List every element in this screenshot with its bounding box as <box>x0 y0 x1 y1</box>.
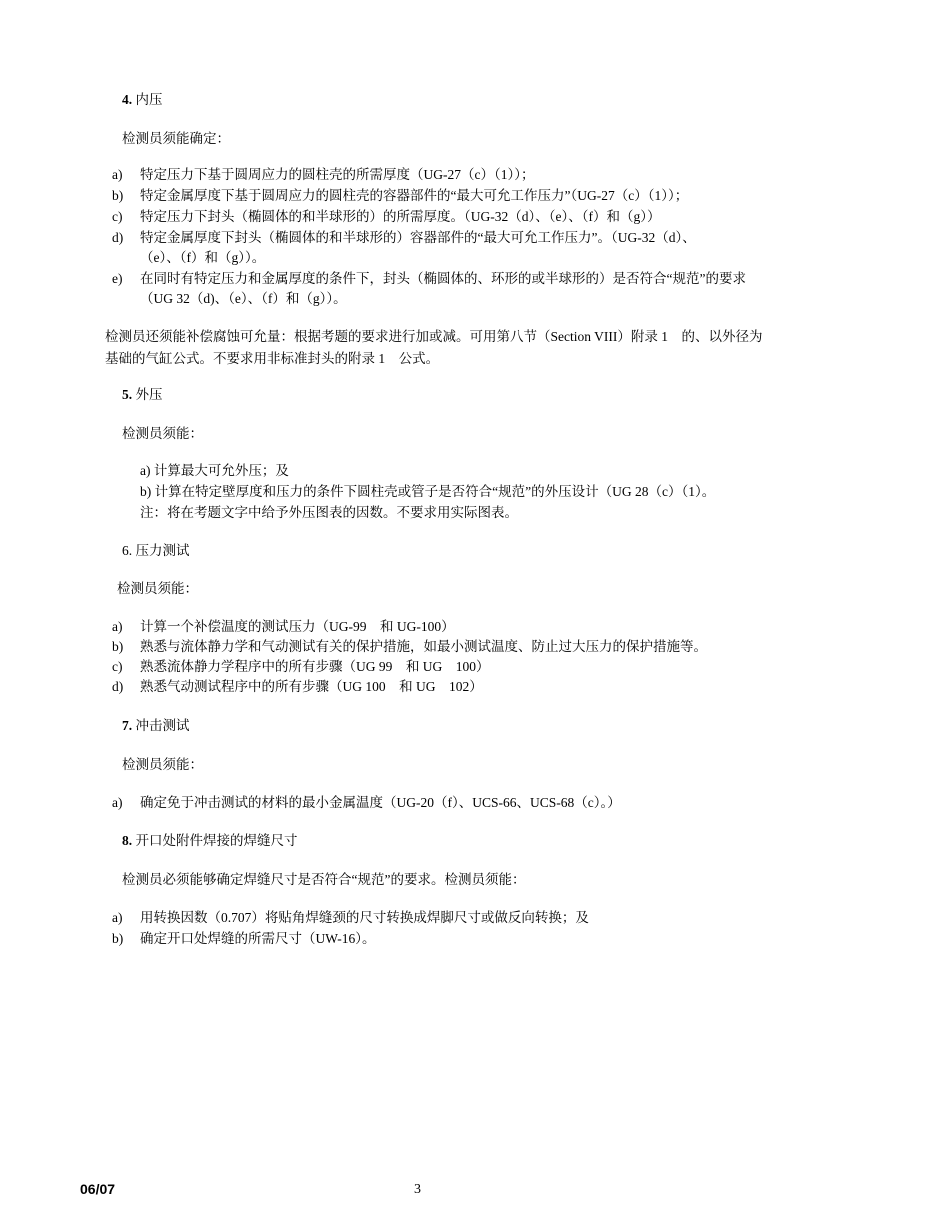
section-7-intro: 检测员须能： <box>122 757 203 772</box>
list-item-label: a) <box>112 795 123 810</box>
list-item-label: c) <box>112 659 123 674</box>
section-title: 内压 <box>135 92 163 107</box>
list-item <box>112 638 707 656</box>
list-item-label: a) <box>140 463 151 478</box>
list-item-text: 确定开口处焊缝的所需尺寸（UW-16）。 <box>140 931 376 946</box>
list-item-label: d) <box>112 230 124 245</box>
section-6-heading <box>122 542 190 560</box>
list-item <box>112 658 490 676</box>
list-item-text: 特定压力下基于圆周应力的圆柱壳的所需厚度（UG-27（c）（1））； <box>140 167 535 182</box>
section-number: 7. <box>122 718 133 733</box>
list-item-text: 特定金属厚度下封头（椭圆体的和半球形的）容器部件的“最大可允工作压力”。（UG-32（d）、 <box>140 230 696 245</box>
list-item-label: a) <box>112 167 123 182</box>
list-item <box>112 618 455 636</box>
page-number: 3 <box>414 1182 421 1197</box>
section-8-heading <box>122 832 298 850</box>
list-item-label: b) <box>140 484 152 499</box>
section-8-intro: 检测员必须能够确定焊缝尺寸是否符合“规范”的要求。检测员须能： <box>122 872 526 887</box>
list-item-text: 熟悉气动测试程序中的所有步骤（UG 100 和 UG 102） <box>140 679 483 694</box>
section-number: 8. <box>122 833 133 848</box>
section-title: 外压 <box>135 387 163 402</box>
list-item <box>140 483 715 501</box>
list-item-label: e) <box>112 271 123 286</box>
list-item-text: 确定免于冲击测试的材料的最小金属温度（UG-20（f）、UCS-66、UCS-68（c）。） <box>140 795 621 810</box>
list-item <box>112 229 696 247</box>
section-7-heading <box>122 717 190 735</box>
list-item-label: d) <box>112 679 124 694</box>
list-item-text: 熟悉流体静力学程序中的所有步骤（UG 99 和 UG 100） <box>140 659 490 674</box>
list-item <box>112 208 660 226</box>
section-title: 开口处附件焊接的焊缝尺寸 <box>135 833 298 848</box>
list-item-label: a) <box>112 619 123 634</box>
section-title: 冲击测试 <box>135 718 190 733</box>
list-item-text: 熟悉与流体静力学和气动测试有关的保护措施，如最小测试温度、防止过大压力的保护措施等。 <box>140 639 707 654</box>
list-item-label: b) <box>112 188 124 203</box>
list-item <box>112 270 746 288</box>
list-item-label: b) <box>112 639 124 654</box>
list-item-text: 用转换因数（0.707）将贴角焊缝颈的尺寸转换成焊脚尺寸或做反向转换；及 <box>140 910 589 925</box>
list-item <box>140 462 289 480</box>
list-item-label: b) <box>112 931 124 946</box>
section-5-heading <box>122 386 163 404</box>
list-item-continuation: （e）、（f）和（g））。 <box>140 250 266 265</box>
list-item <box>112 678 483 696</box>
section-5-note: 注：将在考题文字中给予外压图表的因数。不要求用实际图表。 <box>140 505 518 520</box>
section-4-intro: 检测员须能确定： <box>122 131 230 146</box>
list-item-text: 在同时有特定压力和金属厚度的条件下，封头（椭圆体的、环形的或半球形的）是否符合“规范”的要求 <box>140 271 746 286</box>
list-item-continuation: （UG 32（d)、（e）、（f）和（g））。 <box>140 291 347 306</box>
section-title: 压力测试 <box>135 543 190 558</box>
section-4-note-line-2: 基础的气缸公式。不要求用非标准封头的附录 1 公式。 <box>105 351 440 366</box>
list-item-text: 特定压力下封头（椭圆体的和半球形的）的所需厚度。（UG-32（d）、（e）、（f）和（g）） <box>140 209 661 224</box>
section-number: 5. <box>122 387 133 402</box>
list-item <box>112 794 621 812</box>
list-item-label: a) <box>112 910 123 925</box>
section-number: 4. <box>122 92 133 107</box>
list-item-text: 特定金属厚度下基于圆周应力的圆柱壳的容器部件的“最大可允工作压力”（UG-27（c）（1））； <box>140 188 689 203</box>
list-item <box>112 930 376 948</box>
list-item-text: 计算一个补偿温度的测试压力（UG-99 和 UG-100） <box>140 619 455 634</box>
list-item <box>112 166 535 184</box>
footer-date: 06/07 <box>80 1181 116 1197</box>
section-6-intro: 检测员须能： <box>117 581 198 596</box>
section-4-heading <box>122 91 163 109</box>
list-item-text: 计算最大可允外压；及 <box>153 463 289 478</box>
section-number: 6. <box>122 543 133 558</box>
list-item <box>112 187 688 205</box>
list-item <box>112 909 589 927</box>
list-item-text: 计算在特定壁厚度和压力的条件下圆柱壳或管子是否符合“规范”的外压设计（UG 28（c）（1）。 <box>154 484 716 499</box>
section-4-note-line-1: 检测员还须能补偿腐蚀可允量：根据考题的要求进行加或减。可用第八节（Section VIII）附录 1 的、以外径为 <box>105 329 763 344</box>
list-item-label: c) <box>112 209 123 224</box>
section-5-intro: 检测员须能： <box>122 426 203 441</box>
